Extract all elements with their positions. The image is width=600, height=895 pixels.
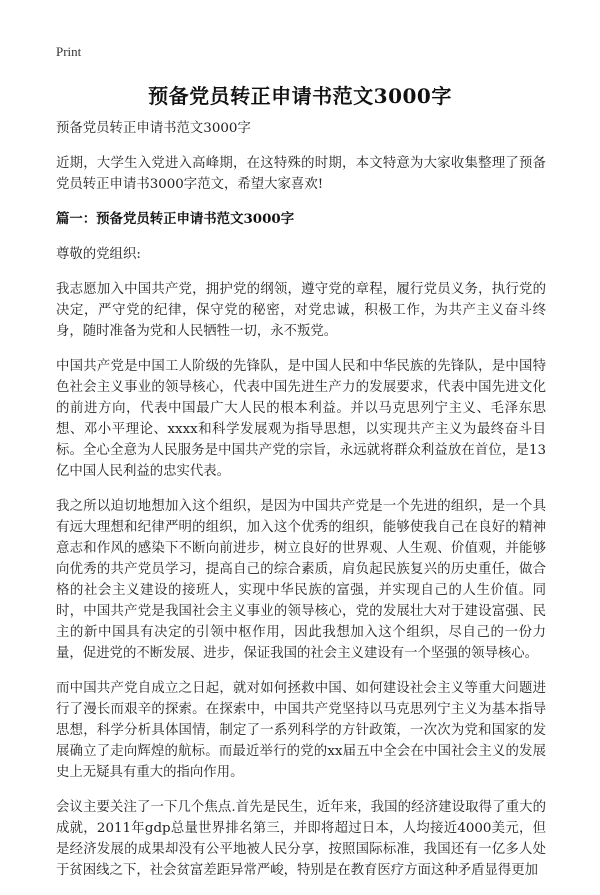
- document-subtitle: 预备党员转正申请书范文3000字: [56, 121, 251, 136]
- greeting: 尊敬的党组织:: [56, 247, 141, 262]
- body-paragraph: 中国共产党是中国工人阶级的先锋队，是中国人民和中华民族的先锋队，是中国特色社会主义事业的领导核心，代表中国先进生产力的发展要求，代表中国先进文化的前进方向，代表中国最广大人民的根本利益。并以马克思列宁主义、毛泽东思想、邓小平理论、xxxx和科学发展观为指导思想，以实现共产主义为最终奋斗目标。全心全意为人民服务是中国共产党的宗旨，永远就将群众利益放在首位，是13亿中国人民利益的忠实代表。: [56, 359, 546, 479]
- body-paragraph: 我志愿加入中国共产党，拥护党的纲领，遵守党的章程，履行党员义务，执行党的决定，严守党的纪律，保守党的秘密，对党忠诚，积极工作，为共产主义奋斗终身，随时准备为党和人民牺牲一切，永不叛党。: [56, 282, 546, 339]
- intro-paragraph: 近期，大学生入党进入高峰期，在这特殊的时期，本文特意为大家收集整理了预备党员转正申请书3000字范文，希望大家喜欢!: [56, 156, 546, 192]
- body-paragraph: 我之所以迫切地想加入这个组织，是因为中国共产党是一个先进的组织，是一个具有远大理想和纪律严明的组织，加入这个优秀的组织，能够使我自己在良好的精神意志和作风的感染下不断向前进步，树立良好的世界观、人生观、价值观，并能够向优秀的共产党员学习，提高自己的综合素质，肩负起民族复兴的历史重任，做合格的社会主义建设的接班人，实现中华民族的富强，并实现自己的人生价值。同时，中国共产党是我国社会主义事业的领导核心，党的发展壮大对于建设富强、民主的新中国具有决定的引领中枢作用，因此我想加入这个组织，尽自己的一份力量，促进党的不断发展、进步，保证我国的社会主义建设有一个坚强的领导核心。: [56, 499, 546, 661]
- print-label: Print: [56, 44, 82, 59]
- document-title: 预备党员转正申请书范文3000字: [148, 84, 452, 108]
- body-paragraph: 而中国共产党自成立之日起，就对如何拯救中国、如何建设社会主义等重大问题进行了漫长而艰辛的探索。在探索中，中国共产党坚持以马克思列宁主义为基本指导思想，科学分析具体国情，制定了一系列科学的方针政策，一次次为党和国家的发展确立了走向辉煌的航标。而最近举行的党的xx届五中全会在中国社会主义的发展史上无疑具有重大的指向作用。: [56, 681, 546, 780]
- body-paragraph: 会议主要关注了一下几个焦点.首先是民生，近年来，我国的经济建设取得了重大的成就，2011年gdp总量世界排名第三，并即将超过日本，人均接近4000美元，但是经济发展的成果却没有公平地被人民分享，按照国际标准，我国还有一亿多人处于贫困线之下，社会贫富差距异常严峻，特别是在教育医疗方面这种矛盾显得更加: [56, 800, 546, 878]
- section-heading: 篇一：预备党员转正申请书范文3000字: [56, 211, 295, 227]
- document-body: [56, 118, 546, 895]
